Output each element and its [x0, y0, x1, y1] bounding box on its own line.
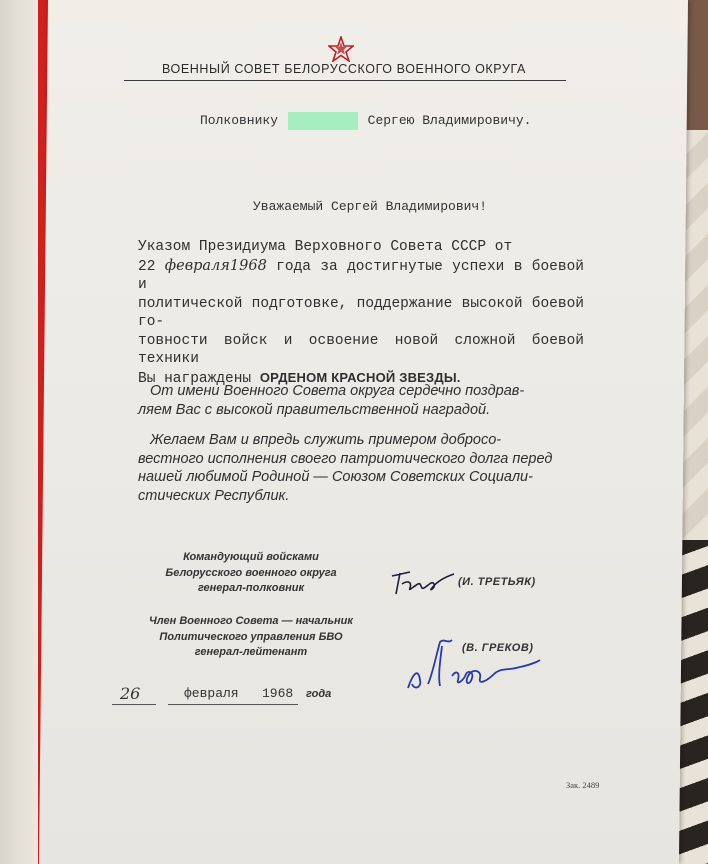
signatory-line: генерал-лейтенант — [194, 646, 308, 658]
signature-1 — [388, 566, 460, 602]
signatory-line: Командующий войсками — [183, 551, 319, 563]
awarded-text: Вы награждены — [138, 370, 252, 387]
addressee-rank: Полковнику — [200, 113, 279, 129]
signatory-line: генерал-полковник — [197, 582, 305, 594]
paragraph-line: нашей любимой Родиной — Союзом Советских Социали- — [138, 469, 533, 485]
paragraph-line: года за достигнутые успехи в боевой и — [138, 258, 584, 293]
date-underline — [262, 704, 298, 705]
header-divider — [124, 80, 566, 81]
wishes-paragraph — [138, 431, 584, 505]
date-month: февраля — [184, 686, 239, 701]
decree-year: 1968 — [229, 257, 267, 274]
paragraph-line: политической подготовке, поддержание высокой боевой го- — [138, 295, 584, 330]
signatory-2-name: (В. ГРЕКОВ) — [462, 642, 534, 654]
paragraph-line: От имени Военного Совета округа сердечно поздрав- — [150, 383, 525, 399]
red-star-icon — [328, 36, 354, 62]
salutation: Уважаемый Сергей Владимирович! — [253, 199, 488, 214]
decree-month: февраля — [164, 257, 230, 274]
date-word: года — [306, 688, 332, 700]
print-order-number: Зак. 2489 — [566, 780, 600, 790]
signatory-line: Белорусского военного округа — [165, 566, 337, 579]
addressee — [200, 112, 531, 130]
folder-inner-page — [0, 0, 38, 864]
signing-date — [112, 686, 352, 710]
date-year: 1968 — [262, 686, 294, 701]
paragraph-line: товности войск и освоение новой сложной боевой техники — [138, 332, 584, 367]
date-underline — [168, 704, 262, 705]
signatory-line: Член Военного Совета — начальник — [149, 615, 353, 627]
paragraph-line: Желаем Вам и впредь служить примером добросо- — [150, 432, 502, 448]
paragraph-line: стических Республик. — [138, 487, 290, 504]
date-underline — [112, 704, 156, 705]
signatory-line: Политического управления БВО — [159, 630, 343, 643]
signatory-2-title — [146, 614, 356, 661]
paragraph-line: вестного исполнения своего патриотического долга перед — [138, 450, 553, 467]
signatory-1-name: (И. ТРЕТЬЯК) — [458, 576, 536, 588]
paragraph-line: Указом Президиума Верховного Совета СССР от — [138, 239, 513, 255]
date-day: 26 — [120, 684, 141, 703]
paragraph-line: ляем Вас с высокой правительственной наградой. — [138, 401, 491, 418]
decree-day: 22 — [138, 258, 156, 275]
award-name: ОРДЕНОМ КРАСНОЙ ЗВЕЗДЫ. — [259, 369, 461, 385]
redacted-surname — [288, 112, 358, 130]
document-header: ВОЕННЫЙ СОВЕТ БЕЛОРУССКОГО ВОЕННОГО ОКРУГА — [162, 62, 526, 76]
award-paragraph — [138, 238, 584, 388]
congratulation-paragraph — [138, 382, 584, 419]
signatory-1-title — [146, 550, 356, 597]
paragraph-line-date — [138, 257, 584, 295]
addressee-name: Сергею Владимировичу. — [367, 113, 532, 129]
